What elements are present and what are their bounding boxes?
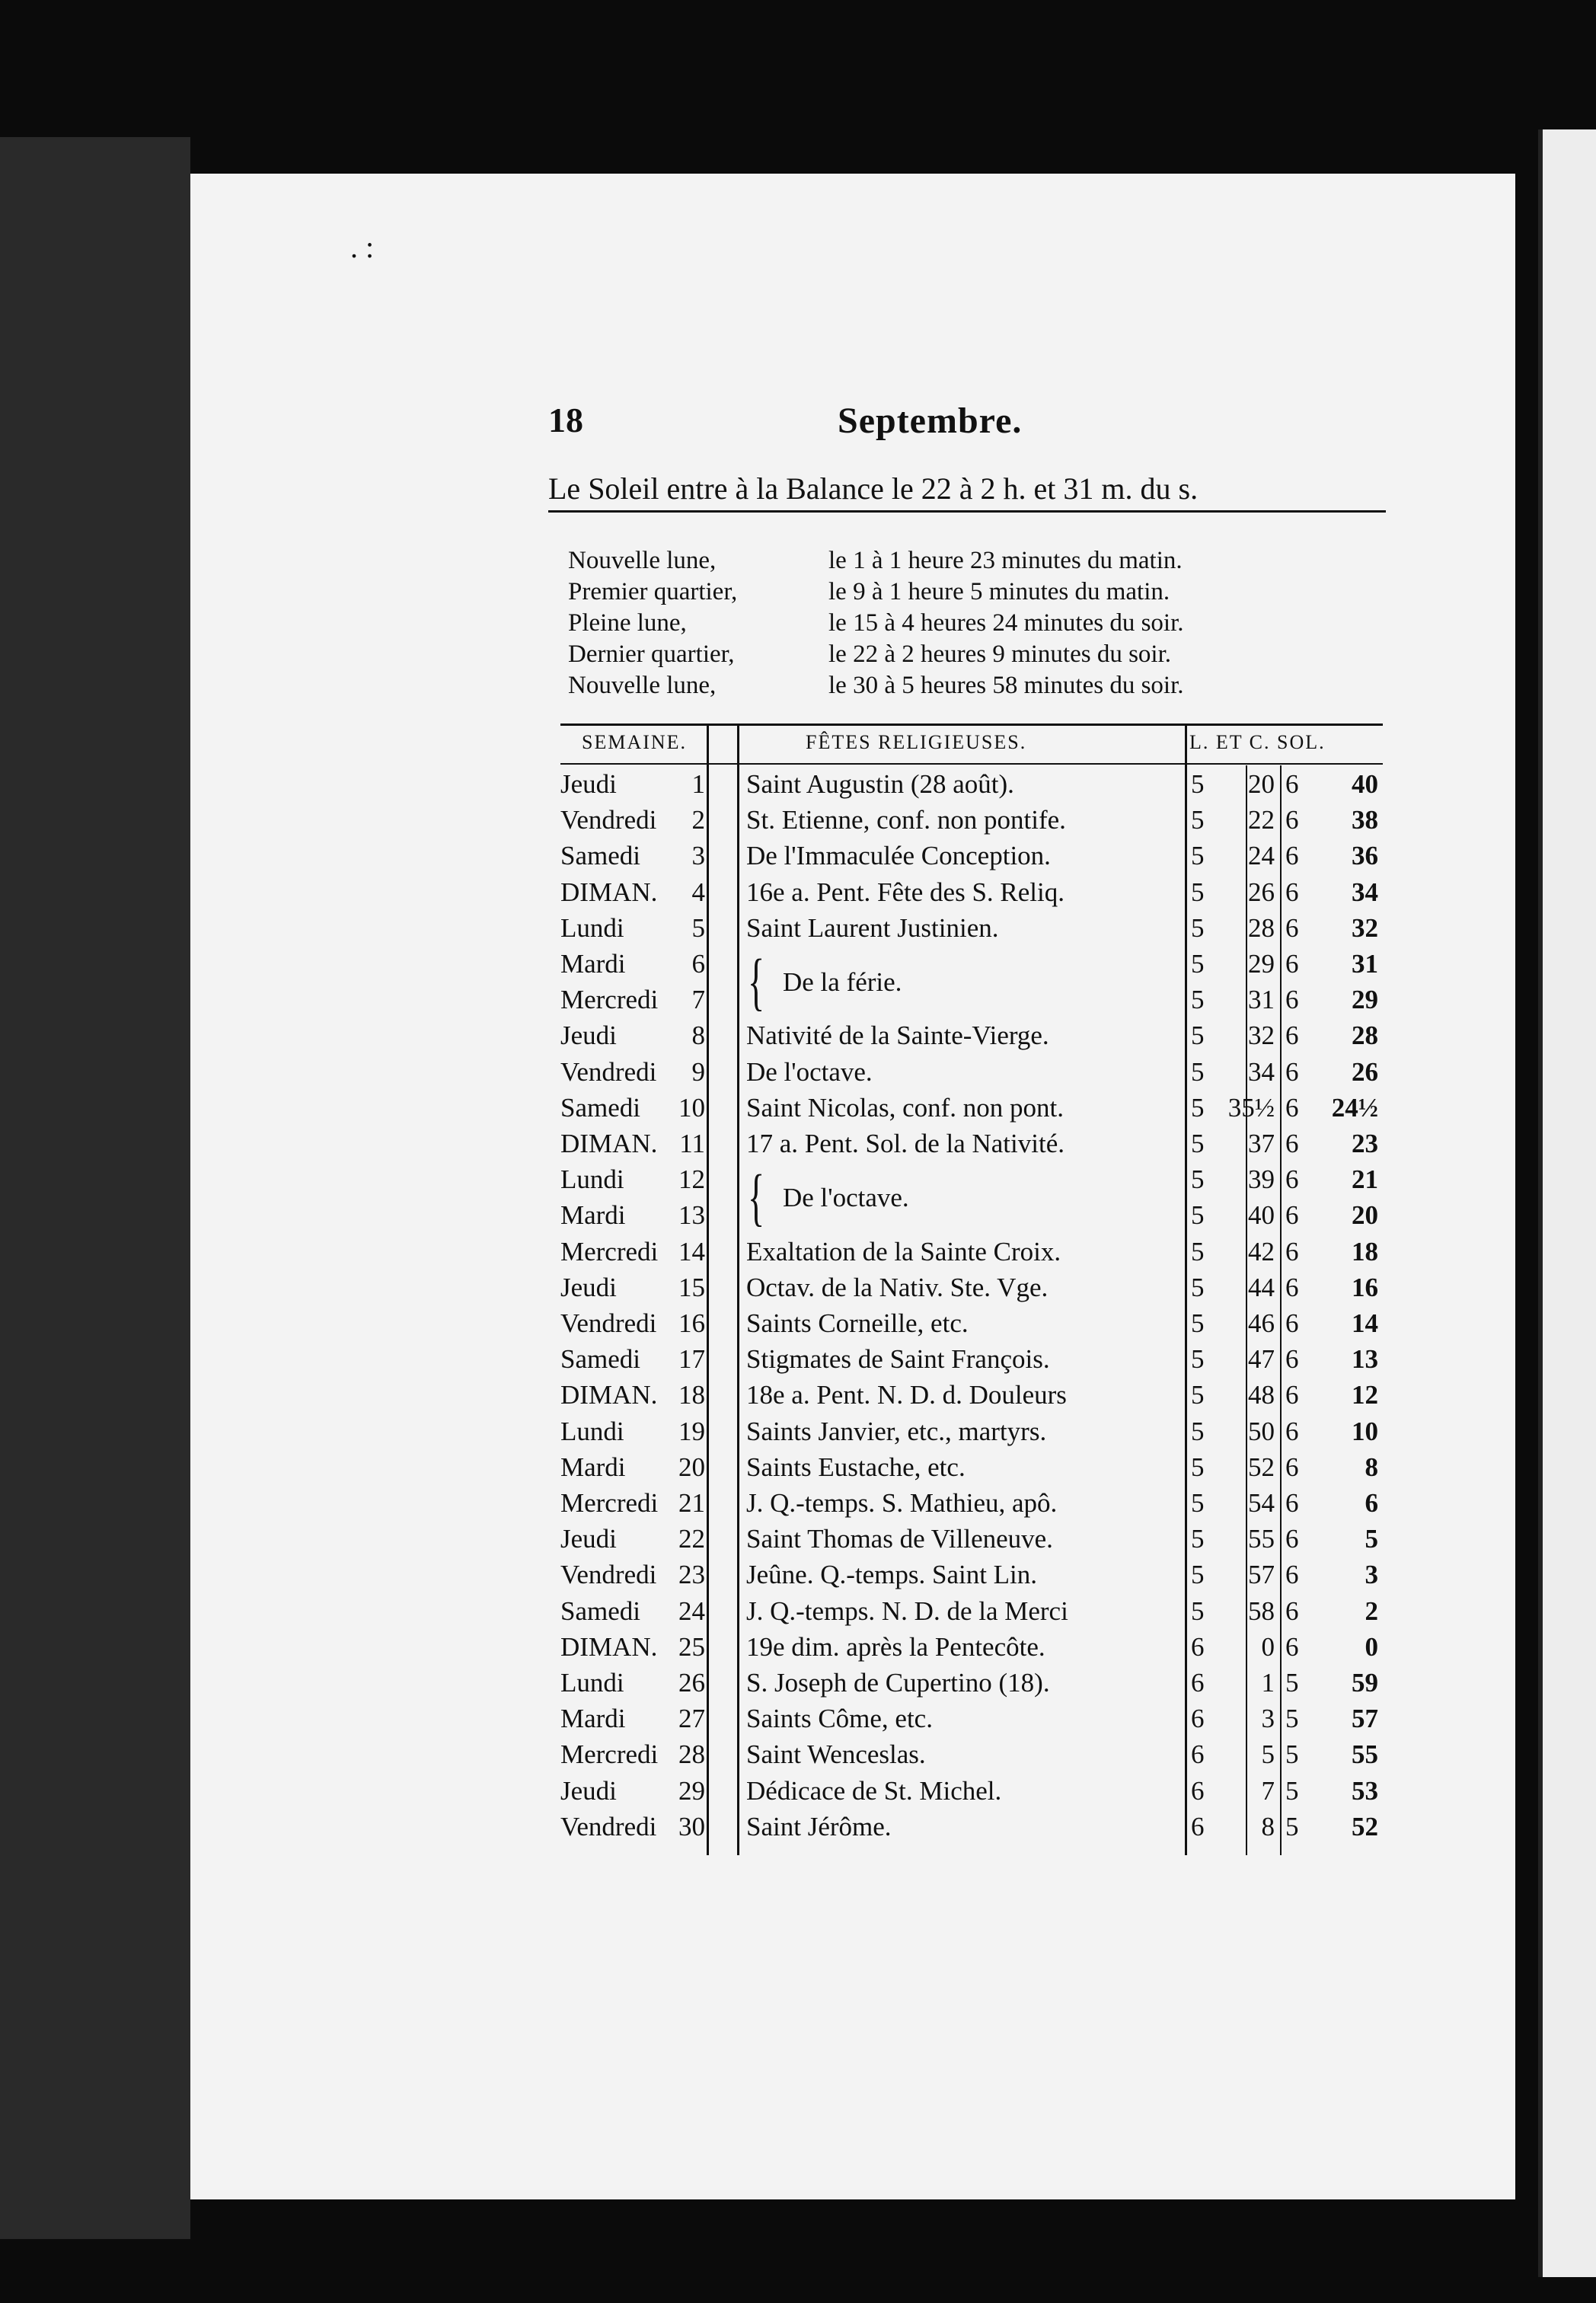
date-cell: 22 [678,1524,705,1554]
sunrise-minute-cell: 52 [1248,1452,1275,1482]
sunset-minute-cell: 5 [1365,1524,1378,1554]
header-week: SEMAINE. [582,731,688,753]
sunset-minute-cell: 23 [1352,1129,1378,1158]
moon-phase [568,547,1383,577]
sunrise-hour-cell: 5 [1191,1308,1205,1338]
day-cell: Mercredi [560,985,659,1015]
phase-detail: le 22 à 2 heures 9 minutes du soir. [828,640,1172,668]
feast-cell: De l'octave. [746,1056,873,1087]
sunrise-hour-cell: 5 [1191,1488,1205,1518]
sunrise-hour-cell: 5 [1191,1056,1205,1087]
date-cell: 13 [678,1200,705,1231]
sunrise-hour-cell: 6 [1191,1668,1205,1698]
table-row [560,1596,1383,1632]
day-cell: DIMAN. [560,877,658,907]
date-cell: 15 [678,1272,705,1302]
sunrise-hour-cell: 5 [1191,1344,1205,1375]
brace-mark: { [748,947,765,1017]
sunrise-minute-cell: 42 [1248,1236,1275,1266]
day-cell: Mercredi [560,1488,659,1518]
table-row [560,1812,1383,1848]
feast-cell: Octav. de la Nativ. Ste. Vge. [746,1272,1049,1302]
sunrise-hour-cell: 5 [1191,805,1205,835]
sunrise-minute-cell: 55 [1248,1524,1275,1554]
feast-cell: Saints Côme, etc. [746,1704,933,1734]
sunrise-minute-cell: 46 [1248,1308,1275,1338]
table-row [560,1560,1383,1595]
month-title: Septembre. [838,401,1023,441]
sunset-hour-cell: 5 [1285,1739,1299,1770]
table-row [560,913,1383,949]
date-cell: 2 [691,805,705,835]
sunrise-hour-cell: 5 [1191,1524,1205,1554]
sunset-minute-cell: 3 [1365,1560,1378,1590]
feast-cell: De l'Immaculée Conception. [746,841,1051,871]
sunrise-minute-cell: 39 [1248,1164,1275,1195]
sunset-minute-cell: 59 [1352,1668,1378,1698]
day-cell: Mercredi [560,1236,659,1266]
sunset-minute-cell: 36 [1352,841,1378,871]
feast-cell: Saints Corneille, etc. [746,1308,969,1338]
phase-name: Pleine lune, [568,609,687,637]
date-cell: 7 [691,985,705,1015]
table-row [560,841,1383,877]
table-top-rule [560,723,1383,726]
table-row [560,1200,1383,1236]
sunset-hour-cell: 5 [1285,1775,1299,1806]
phase-name: Premier quartier, [568,578,738,605]
day-cell: Jeudi [560,1021,617,1051]
sunset-minute-cell: 26 [1352,1056,1378,1087]
table-row [560,1273,1383,1308]
sunset-minute-cell: 20 [1352,1200,1378,1231]
phase-detail: le 15 à 4 heures 24 minutes du soir. [828,609,1184,637]
day-cell: Mardi [560,1704,626,1734]
date-cell: 21 [678,1488,705,1518]
date-cell: 26 [678,1668,705,1698]
table-row [560,1632,1383,1668]
sunset-hour-cell: 6 [1285,805,1299,835]
feast-cell: J. Q.-temps. N. D. de la Merci [746,1595,1068,1626]
sunset-minute-cell: 55 [1352,1739,1378,1770]
sunset-minute-cell: 40 [1352,769,1378,799]
sunset-hour-cell: 6 [1285,1200,1299,1231]
sunrise-minute-cell: 7 [1261,1775,1275,1806]
table-row [560,1021,1383,1056]
sunrise-minute-cell: 26 [1248,877,1275,907]
sunset-hour-cell: 6 [1285,1524,1299,1554]
feast-cell: Saint Laurent Justinien. [746,912,999,943]
feast-cell: Saint Nicolas, conf. non pont. [746,1092,1065,1123]
date-cell: 25 [678,1631,705,1662]
table-row [560,769,1383,805]
day-cell: Lundi [560,912,624,943]
table-row [560,1237,1383,1273]
sunset-minute-cell: 6 [1365,1488,1378,1518]
sunrise-minute-cell: 35½ [1227,1092,1275,1123]
day-cell: Samedi [560,1344,640,1375]
sunrise-minute-cell: 58 [1248,1595,1275,1626]
sunrise-hour-cell: 5 [1191,769,1205,799]
day-cell: Vendredi [560,1811,657,1841]
sunrise-hour-cell: 5 [1191,985,1205,1015]
table-row [560,1776,1383,1812]
date-cell: 17 [678,1344,705,1375]
sunrise-minute-cell: 50 [1248,1416,1275,1446]
sunrise-minute-cell: 47 [1248,1344,1275,1375]
day-cell: Jeudi [560,1524,617,1554]
sunset-minute-cell: 24½ [1331,1092,1378,1123]
merged-feast-cell: De la férie. [783,967,902,997]
sunset-hour-cell: 6 [1285,1236,1299,1266]
sunset-hour-cell: 6 [1285,1595,1299,1626]
feast-cell: Saint Jérôme. [746,1811,892,1841]
table-row [560,985,1383,1021]
sunset-minute-cell: 8 [1365,1452,1378,1482]
sunrise-minute-cell: 8 [1261,1811,1275,1841]
feast-cell: Stigmates de Saint François. [746,1344,1050,1375]
merged-feast-cell: De l'octave. [783,1183,909,1213]
feast-cell: Saint Augustin (28 août). [746,769,1014,799]
sunrise-hour-cell: 5 [1191,1236,1205,1266]
table-row [560,1093,1383,1129]
day-cell: Samedi [560,1595,640,1626]
sunset-hour-cell: 6 [1285,841,1299,871]
sunset-hour-cell: 6 [1285,1164,1299,1195]
sunset-hour-cell: 6 [1285,1272,1299,1302]
header-feasts: FÊTES RELIGIEUSES. [806,731,1027,753]
sunrise-minute-cell: 31 [1248,985,1275,1015]
sunrise-hour-cell: 5 [1191,1272,1205,1302]
day-cell: Samedi [560,841,640,871]
day-cell: Jeudi [560,1775,617,1806]
date-cell: 3 [691,841,705,871]
date-cell: 27 [678,1704,705,1734]
phase-name: Dernier quartier, [568,640,735,668]
day-cell: Vendredi [560,1560,657,1590]
sunrise-hour-cell: 5 [1191,912,1205,943]
feast-cell: Saints Janvier, etc., martyrs. [746,1416,1047,1446]
sunset-minute-cell: 28 [1352,1021,1378,1051]
header-sun: L. ET C. SOL. [1189,731,1326,753]
day-cell: Mardi [560,1452,626,1482]
date-cell: 20 [678,1452,705,1482]
sunset-hour-cell: 6 [1285,949,1299,979]
page-edge-left [0,137,190,2239]
sunrise-hour-cell: 5 [1191,1560,1205,1590]
page-header [548,400,1432,446]
table-row [560,1164,1383,1200]
sunrise-hour-cell: 6 [1191,1704,1205,1734]
feast-cell: St. Etienne, conf. non pontife. [746,805,1066,835]
sunset-minute-cell: 31 [1352,949,1378,979]
facing-page-edge [1538,129,1596,2277]
sunrise-minute-cell: 3 [1261,1704,1275,1734]
sunrise-minute-cell: 5 [1261,1739,1275,1770]
date-cell: 18 [678,1380,705,1410]
sunset-hour-cell: 6 [1285,1380,1299,1410]
feast-cell: S. Joseph de Cupertino (18). [746,1668,1050,1698]
sunset-minute-cell: 0 [1365,1631,1378,1662]
sunrise-hour-cell: 6 [1191,1811,1205,1841]
sunset-minute-cell: 18 [1352,1236,1378,1266]
day-cell: DIMAN. [560,1380,658,1410]
feast-cell: 17 a. Pent. Sol. de la Nativité. [746,1129,1065,1158]
sunrise-minute-cell: 22 [1248,805,1275,835]
date-cell: 16 [678,1308,705,1338]
sunrise-minute-cell: 34 [1248,1056,1275,1087]
table-row [560,1704,1383,1739]
sunrise-hour-cell: 5 [1191,1380,1205,1410]
phase-detail: le 1 à 1 heure 23 minutes du matin. [828,547,1183,574]
table-row [560,877,1383,913]
sunrise-minute-cell: 40 [1248,1200,1275,1231]
feast-cell: Dédicace de St. Michel. [746,1775,1002,1806]
sunrise-hour-cell: 5 [1191,1200,1205,1231]
sunrise-hour-cell: 5 [1191,1595,1205,1626]
date-cell: 4 [691,877,705,907]
sunrise-minute-cell: 57 [1248,1560,1275,1590]
table-row [560,1488,1383,1524]
day-cell: Samedi [560,1092,640,1123]
date-cell: 11 [679,1129,705,1158]
feast-cell: Saint Thomas de Villeneuve. [746,1524,1053,1554]
sunrise-hour-cell: 5 [1191,1021,1205,1051]
date-cell: 19 [678,1416,705,1446]
sunrise-hour-cell: 5 [1191,1416,1205,1446]
sunset-minute-cell: 34 [1352,877,1378,907]
date-cell: 1 [691,769,705,799]
sunset-hour-cell: 5 [1285,1668,1299,1698]
sunset-minute-cell: 21 [1352,1164,1378,1195]
sunrise-hour-cell: 5 [1191,1092,1205,1123]
day-cell: Jeudi [560,769,617,799]
moon-phase [568,578,1383,608]
sunrise-hour-cell: 5 [1191,1452,1205,1482]
sunrise-minute-cell: 28 [1248,912,1275,943]
table-row [560,1344,1383,1380]
table-header-rule [560,763,1383,765]
sunrise-minute-cell: 1 [1261,1668,1275,1698]
sunset-hour-cell: 6 [1285,1092,1299,1123]
date-cell: 28 [678,1739,705,1770]
sunrise-minute-cell: 24 [1248,841,1275,871]
day-cell: Vendredi [560,1308,657,1338]
sunset-minute-cell: 16 [1352,1272,1378,1302]
day-cell: Mardi [560,1200,626,1231]
date-cell: 5 [691,912,705,943]
feast-cell: Saint Wenceslas. [746,1739,926,1770]
sunset-hour-cell: 6 [1285,1631,1299,1662]
date-cell: 23 [678,1560,705,1590]
sunrise-hour-cell: 6 [1191,1775,1205,1806]
sunset-hour-cell: 6 [1285,1129,1299,1158]
feast-cell: J. Q.-temps. S. Mathieu, apô. [746,1488,1058,1518]
sunset-hour-cell: 6 [1285,985,1299,1015]
day-cell: Vendredi [560,805,657,835]
sunset-hour-cell: 6 [1285,769,1299,799]
sunset-minute-cell: 12 [1352,1380,1378,1410]
feast-cell: Saints Eustache, etc. [746,1452,966,1482]
sunrise-minute-cell: 20 [1248,769,1275,799]
sunset-hour-cell: 5 [1285,1704,1299,1734]
feast-cell: Jeûne. Q.-temps. Saint Lin. [746,1560,1038,1590]
table-row [560,1452,1383,1488]
sun-entry-line: Le Soleil entre à la Balance le 22 à 2 h. et 31 m. du s. [548,471,1199,506]
feast-cell: Nativité de la Sainte-Vierge. [746,1021,1049,1051]
day-cell: Lundi [560,1668,624,1698]
moon-phase [568,672,1383,702]
table-row [560,1739,1383,1775]
sunrise-minute-cell: 54 [1248,1488,1275,1518]
sunset-hour-cell: 6 [1285,912,1299,943]
sunset-minute-cell: 13 [1352,1344,1378,1375]
phase-name: Nouvelle lune, [568,547,717,574]
table-row [560,1057,1383,1093]
table-row [560,949,1383,985]
day-cell: DIMAN. [560,1129,658,1158]
margin-marks: . : [350,230,375,264]
sunrise-hour-cell: 5 [1191,877,1205,907]
day-cell: Lundi [560,1164,624,1195]
sunset-hour-cell: 5 [1285,1811,1299,1841]
date-cell: 14 [678,1236,705,1266]
date-cell: 24 [678,1595,705,1626]
day-cell: Mardi [560,949,626,979]
table-row [560,1129,1383,1164]
page-number: 18 [548,401,583,439]
sunset-hour-cell: 6 [1285,1344,1299,1375]
header-rule [548,510,1386,513]
feast-cell: 16e a. Pent. Fête des S. Reliq. [746,877,1065,907]
sunrise-hour-cell: 5 [1191,1129,1205,1158]
table-row [560,1668,1383,1704]
sunrise-hour-cell: 5 [1191,1164,1205,1195]
sunrise-minute-cell: 44 [1248,1272,1275,1302]
sunrise-hour-cell: 6 [1191,1739,1205,1770]
sunset-hour-cell: 6 [1285,1452,1299,1482]
date-cell: 12 [678,1164,705,1195]
date-cell: 9 [691,1056,705,1087]
sunrise-hour-cell: 5 [1191,841,1205,871]
table-row [560,1380,1383,1416]
sunset-minute-cell: 57 [1352,1704,1378,1734]
day-cell: Lundi [560,1416,624,1446]
brace-mark: { [748,1162,765,1234]
phase-name: Nouvelle lune, [568,672,717,699]
day-cell: Vendredi [560,1056,657,1087]
date-cell: 8 [691,1021,705,1051]
sunrise-minute-cell: 48 [1248,1380,1275,1410]
sunrise-minute-cell: 0 [1261,1631,1275,1662]
sunset-hour-cell: 6 [1285,1488,1299,1518]
sunset-hour-cell: 6 [1285,1021,1299,1051]
moon-phase [568,609,1383,640]
feast-cell: 18e a. Pent. N. D. d. Douleurs [746,1380,1067,1410]
sunrise-hour-cell: 5 [1191,949,1205,979]
sunset-hour-cell: 6 [1285,1560,1299,1590]
sunset-minute-cell: 53 [1352,1775,1378,1806]
sunset-minute-cell: 14 [1352,1308,1378,1338]
phase-detail: le 9 à 1 heure 5 minutes du matin. [828,578,1170,605]
sunrise-minute-cell: 32 [1248,1021,1275,1051]
sunset-hour-cell: 6 [1285,1308,1299,1338]
table-row [560,1308,1383,1344]
day-cell: DIMAN. [560,1631,658,1662]
table-row [560,805,1383,841]
phase-detail: le 30 à 5 heures 58 minutes du soir. [828,672,1184,699]
day-cell: Mercredi [560,1739,659,1770]
sunset-minute-cell: 38 [1352,805,1378,835]
moon-phase [568,640,1383,671]
sunrise-hour-cell: 6 [1191,1631,1205,1662]
feast-cell: Exaltation de la Sainte Croix. [746,1236,1061,1266]
sunrise-minute-cell: 37 [1248,1129,1275,1158]
table-row [560,1417,1383,1452]
sunset-minute-cell: 2 [1365,1595,1378,1626]
day-cell: Jeudi [560,1272,617,1302]
date-cell: 29 [678,1775,705,1806]
date-cell: 6 [691,949,705,979]
date-cell: 10 [678,1092,705,1123]
sunset-hour-cell: 6 [1285,1416,1299,1446]
sunset-hour-cell: 6 [1285,1056,1299,1087]
sunset-hour-cell: 6 [1285,877,1299,907]
sunrise-minute-cell: 29 [1248,949,1275,979]
date-cell: 30 [678,1811,705,1841]
sunset-minute-cell: 10 [1352,1416,1378,1446]
sunset-minute-cell: 32 [1352,912,1378,943]
feast-cell: 19e dim. après la Pentecôte. [746,1631,1045,1662]
table-row [560,1524,1383,1560]
sunset-minute-cell: 52 [1352,1811,1378,1841]
sunset-minute-cell: 29 [1352,985,1378,1015]
